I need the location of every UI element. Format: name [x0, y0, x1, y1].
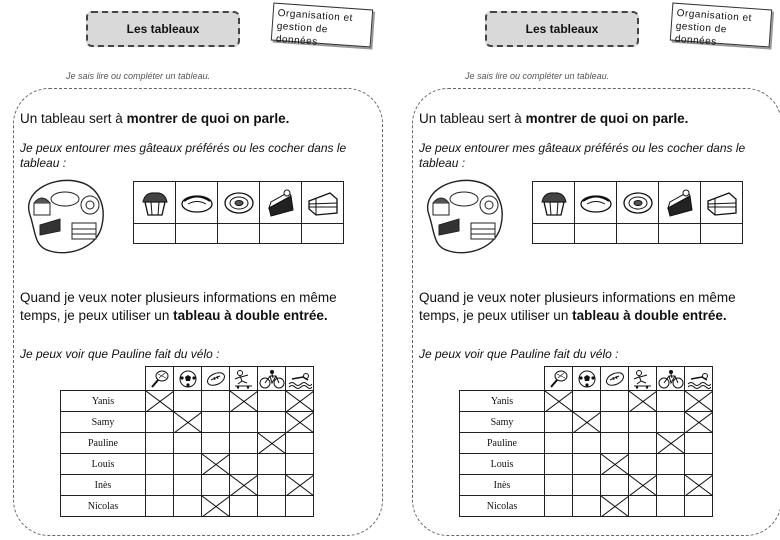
intro-prefix: Un tableau sert à	[419, 111, 526, 126]
activity-cell[interactable]	[573, 412, 601, 433]
activity-cell[interactable]	[258, 391, 286, 412]
cross-mark	[545, 391, 573, 412]
activity-cell[interactable]	[258, 412, 286, 433]
cake-checkbox-cell[interactable]	[575, 224, 617, 244]
worksheet-title: Les tableaux	[86, 11, 240, 47]
activity-header	[629, 367, 657, 391]
cake-cell-0	[533, 182, 575, 224]
cakes-check-row	[134, 224, 344, 244]
cakes-check-row	[533, 224, 743, 244]
cross-mark	[202, 454, 230, 475]
cake-cell-3	[260, 182, 302, 224]
activity-cell[interactable]	[657, 412, 685, 433]
double-entry-table	[459, 366, 713, 517]
activity-header	[146, 367, 174, 391]
cupcake-icon	[134, 188, 175, 218]
activity-cell[interactable]	[258, 433, 286, 454]
tennis-icon	[545, 369, 572, 389]
table-row	[460, 391, 713, 412]
child-name: Nicolas	[61, 496, 146, 517]
double-entry-bold: tableau à double entrée.	[173, 308, 328, 323]
child-name: Inès	[61, 475, 146, 496]
cakes-table	[532, 181, 743, 244]
domain-tag	[271, 3, 373, 48]
cross-mark	[657, 433, 685, 454]
activity-header	[230, 367, 258, 391]
activity-cell[interactable]	[657, 433, 685, 454]
activity-cell[interactable]	[174, 391, 202, 412]
activity-cell[interactable]	[146, 454, 174, 475]
activity-cell[interactable]	[146, 496, 174, 517]
activity-cell[interactable]	[629, 391, 657, 412]
cross-mark	[601, 454, 629, 475]
activity-cell[interactable]	[545, 454, 573, 475]
learning-objective: Je sais lire ou compléter un tableau.	[66, 71, 211, 81]
table-corner	[61, 367, 146, 391]
activity-cell[interactable]	[230, 454, 258, 475]
table-row	[460, 412, 713, 433]
activity-cell[interactable]	[629, 412, 657, 433]
cake-checkbox-cell[interactable]	[176, 224, 218, 244]
activity-cell[interactable]	[286, 412, 314, 433]
activity-cell[interactable]	[146, 412, 174, 433]
activity-cell[interactable]	[657, 496, 685, 517]
activity-header	[286, 367, 314, 391]
cakes-table	[133, 181, 344, 244]
double-entry-table	[60, 366, 314, 517]
activity-cell[interactable]	[230, 496, 258, 517]
child-name: Louis	[460, 454, 545, 475]
activity-cell[interactable]	[174, 454, 202, 475]
cross-mark	[286, 475, 314, 496]
activity-cell[interactable]	[230, 412, 258, 433]
activities-header-row	[61, 367, 314, 391]
cross-mark	[601, 496, 629, 517]
table-row	[61, 454, 314, 475]
cake-cell-1	[176, 182, 218, 224]
cake-checkbox-cell[interactable]	[260, 224, 302, 244]
bicycle-icon	[657, 369, 684, 389]
learning-objective: Je sais lire ou compléter un tableau.	[465, 71, 610, 81]
child-name: Samy	[460, 412, 545, 433]
activity-cell[interactable]	[146, 475, 174, 496]
cake-cell-2	[218, 182, 260, 224]
child-name: Pauline	[61, 433, 146, 454]
cake-slice-icon	[659, 188, 700, 218]
activity-cell[interactable]	[202, 496, 230, 517]
activity-cell[interactable]	[174, 475, 202, 496]
activity-cell[interactable]	[258, 475, 286, 496]
table-row	[61, 391, 314, 412]
activity-cell[interactable]	[573, 391, 601, 412]
table-row	[61, 433, 314, 454]
cross-mark	[146, 391, 174, 412]
activity-cell[interactable]	[286, 433, 314, 454]
cake-checkbox-cell[interactable]	[134, 224, 176, 244]
table-row	[460, 454, 713, 475]
activity-cell[interactable]	[286, 391, 314, 412]
activity-cell[interactable]	[629, 496, 657, 517]
roller-icon	[230, 369, 257, 389]
child-name: Yanis	[61, 391, 146, 412]
activity-cell[interactable]	[685, 496, 713, 517]
activity-cell[interactable]	[202, 433, 230, 454]
football-icon	[174, 369, 201, 389]
worksheet-title: Les tableaux	[485, 11, 639, 47]
roll-cake-icon	[617, 189, 658, 217]
child-name: Louis	[61, 454, 146, 475]
activity-cell[interactable]	[230, 391, 258, 412]
double-entry-text: Quand je veux noter plusieurs informations en même temps, je peux utiliser un	[20, 290, 337, 323]
activity-cell[interactable]	[601, 412, 629, 433]
intro-bold: montrer de quoi on parle.	[126, 111, 290, 126]
child-name: Nicolas	[460, 496, 545, 517]
double-entry-bold: tableau à double entrée.	[572, 308, 727, 323]
tennis-icon	[146, 369, 173, 389]
cake-checkbox-cell[interactable]	[302, 224, 344, 244]
cakes-bubble-illustration	[20, 175, 106, 257]
activity-cell[interactable]	[545, 412, 573, 433]
activity-header	[258, 367, 286, 391]
activity-cell[interactable]	[174, 496, 202, 517]
activity-cell[interactable]	[657, 454, 685, 475]
table-row	[460, 496, 713, 517]
cake-checkbox-cell[interactable]	[701, 224, 743, 244]
activity-cell[interactable]	[685, 454, 713, 475]
activity-cell[interactable]	[657, 391, 685, 412]
layer-cake-icon	[701, 189, 742, 217]
child-name: Yanis	[460, 391, 545, 412]
child-name: Pauline	[460, 433, 545, 454]
activity-header	[174, 367, 202, 391]
activity-cell[interactable]	[685, 412, 713, 433]
cross-mark	[685, 475, 713, 496]
cake-cell-4	[701, 182, 743, 224]
activity-header	[657, 367, 685, 391]
cakes-icon-row	[533, 182, 743, 224]
activity-cell[interactable]	[685, 391, 713, 412]
activity-cell[interactable]	[657, 475, 685, 496]
cake-checkbox-cell[interactable]	[218, 224, 260, 244]
activity-cell[interactable]	[545, 475, 573, 496]
activity-cell[interactable]	[685, 475, 713, 496]
table-row	[460, 433, 713, 454]
cross-mark	[174, 412, 202, 433]
activity-cell[interactable]	[286, 475, 314, 496]
domain-line2: gestion de données	[674, 20, 728, 48]
intro-sentence	[419, 110, 774, 128]
cross-mark	[230, 475, 258, 496]
rugby-icon	[601, 370, 628, 388]
intro-bold: montrer de quoi on parle.	[525, 111, 689, 126]
roller-icon	[629, 369, 656, 389]
activities-header-row	[460, 367, 713, 391]
activity-cell[interactable]	[174, 433, 202, 454]
child-name: Inès	[460, 475, 545, 496]
activity-header	[545, 367, 573, 391]
activity-cell[interactable]	[545, 391, 573, 412]
activity-header	[573, 367, 601, 391]
activity-cell[interactable]	[286, 454, 314, 475]
table-row	[61, 475, 314, 496]
domain-line1: Organisation et	[277, 7, 354, 25]
domain-line1: Organisation et	[676, 7, 753, 25]
cakes-icon-row	[134, 182, 344, 224]
activity-cell[interactable]	[573, 496, 601, 517]
activity-header	[202, 367, 230, 391]
activity-cell[interactable]	[601, 475, 629, 496]
swimming-icon	[286, 369, 313, 389]
cross-mark	[230, 391, 258, 412]
eclair-icon	[176, 190, 217, 216]
activity-cell[interactable]	[601, 454, 629, 475]
activity-cell[interactable]	[545, 496, 573, 517]
cross-mark	[685, 391, 713, 412]
activity-cell[interactable]	[146, 391, 174, 412]
activity-cell[interactable]	[601, 496, 629, 517]
activity-cell[interactable]	[573, 475, 601, 496]
eclair-icon	[575, 190, 616, 216]
activity-cell[interactable]	[629, 475, 657, 496]
activity-cell[interactable]	[573, 454, 601, 475]
table-row	[460, 475, 713, 496]
activity-header	[685, 367, 713, 391]
activity-cell[interactable]	[174, 412, 202, 433]
activity-cell[interactable]	[685, 433, 713, 454]
cross-mark	[258, 433, 286, 454]
roll-cake-icon	[218, 189, 259, 217]
example-sentence: Je peux voir que Pauline fait du vélo :	[20, 347, 220, 361]
table-corner	[460, 367, 545, 391]
activity-cell[interactable]	[202, 391, 230, 412]
cupcake-icon	[533, 188, 574, 218]
bicycle-icon	[258, 369, 285, 389]
swimming-icon	[685, 369, 712, 389]
cross-mark	[573, 412, 601, 433]
cross-mark	[629, 391, 657, 412]
cross-mark	[286, 412, 314, 433]
activity-cell[interactable]	[286, 496, 314, 517]
child-name: Samy	[61, 412, 146, 433]
cross-mark	[685, 412, 713, 433]
activity-cell[interactable]	[258, 454, 286, 475]
activity-cell[interactable]	[258, 496, 286, 517]
cake-cell-2	[617, 182, 659, 224]
cross-mark	[202, 496, 230, 517]
cake-checkbox-cell[interactable]	[659, 224, 701, 244]
cake-checkbox-cell[interactable]	[533, 224, 575, 244]
cake-checkbox-cell[interactable]	[617, 224, 659, 244]
cross-mark	[286, 391, 314, 412]
activity-cell[interactable]	[629, 433, 657, 454]
cake-slice-icon	[260, 188, 301, 218]
activity-cell[interactable]	[573, 433, 601, 454]
intro-prefix: Un tableau sert à	[20, 111, 127, 126]
activity-cell[interactable]	[545, 433, 573, 454]
activity-cell[interactable]	[202, 475, 230, 496]
worksheet-right	[399, 0, 780, 540]
cakes-instruction: Je peux entourer mes gâteaux préférés ou les cocher dans le tableau :	[419, 141, 746, 170]
activity-cell[interactable]	[601, 433, 629, 454]
intro-sentence	[20, 110, 375, 128]
example-sentence: Je peux voir que Pauline fait du vélo :	[419, 347, 619, 361]
domain-line2: gestion de données	[275, 20, 329, 48]
activity-cell[interactable]	[629, 454, 657, 475]
table-row	[61, 496, 314, 517]
table-row	[61, 412, 314, 433]
cakes-instruction: Je peux entourer mes gâteaux préférés ou les cocher dans le tableau :	[20, 141, 347, 170]
activity-cell[interactable]	[202, 454, 230, 475]
activity-cell[interactable]	[230, 433, 258, 454]
double-entry-text: Quand je veux noter plusieurs informations en même temps, je peux utiliser un	[419, 290, 736, 323]
cake-cell-0	[134, 182, 176, 224]
domain-tag	[670, 3, 772, 48]
activity-cell[interactable]	[601, 391, 629, 412]
double-entry-sentence	[20, 289, 375, 325]
rugby-icon	[202, 370, 229, 388]
cake-cell-1	[575, 182, 617, 224]
cross-mark	[629, 475, 657, 496]
layer-cake-icon	[302, 189, 343, 217]
activity-header	[601, 367, 629, 391]
cakes-bubble-illustration	[419, 175, 505, 257]
cake-cell-4	[302, 182, 344, 224]
activity-cell[interactable]	[230, 475, 258, 496]
activity-cell[interactable]	[146, 433, 174, 454]
football-icon	[573, 369, 600, 389]
double-entry-sentence	[419, 289, 774, 325]
activity-cell[interactable]	[202, 412, 230, 433]
cake-cell-3	[659, 182, 701, 224]
